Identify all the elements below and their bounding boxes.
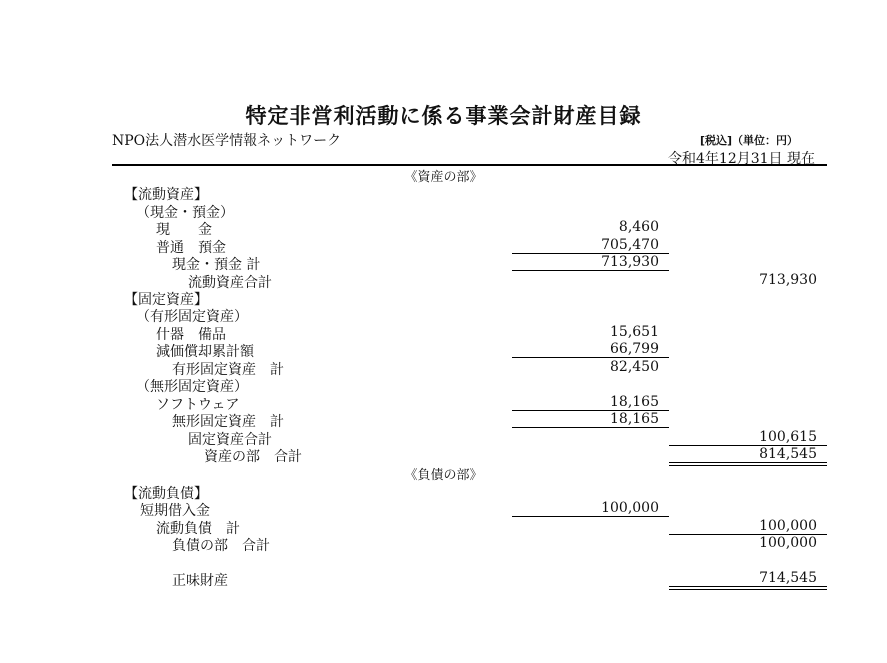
tangible-total-value: 82,450: [610, 359, 659, 375]
current-assets-total-value: 713,930: [759, 272, 817, 288]
net-assets-value: 714,545: [759, 570, 817, 586]
table-row-short-term-loan: [0, 500, 887, 518]
subtotal-underline: [512, 270, 669, 271]
cash-deposits-total-label: 現金・預金 計: [172, 257, 261, 273]
depreciation-label: 減価償却累計額: [156, 344, 254, 360]
unit-note: [税込]（単位：円）: [700, 134, 799, 147]
table-row-liabilities-total: [0, 535, 887, 553]
intangible-total-value: 18,165: [610, 411, 659, 427]
table-row-software: [0, 394, 887, 412]
cash-deposits-heading-row: [0, 202, 887, 220]
subtotal-underline: [512, 516, 669, 517]
software-label: ソフトウェア: [156, 397, 240, 413]
as-of-date: 令和4年12月31日 現在: [668, 151, 815, 167]
current-assets-total-label: 流動資産合計: [188, 275, 272, 291]
intangible-heading-row: [0, 376, 887, 394]
current-liabilities-total-value: 100,000: [759, 518, 817, 534]
organization-name: NPO法人潜水医学情報ネットワーク: [112, 133, 342, 149]
table-row-tangible-total: [0, 359, 887, 377]
ordinary-deposit-value: 705,470: [601, 237, 659, 253]
document-title: 特定非営利活動に係る事業会計財産目録: [245, 104, 642, 128]
short-term-loan-label: 短期借入金: [140, 503, 210, 519]
fixed-assets-total-label: 固定資産合計: [188, 432, 272, 448]
fixed-assets-heading: 【固定資産】: [124, 292, 208, 308]
liabilities-total-label: 負債の部 合計: [172, 538, 270, 554]
short-term-loan-value: 100,000: [601, 500, 659, 516]
tangible-heading: （有形固定資産）: [136, 309, 248, 325]
current-liabilities-total-label: 流動負債 計: [156, 521, 240, 537]
tangible-total-label: 有形固定資産 計: [172, 362, 284, 378]
table-row-fixtures: [0, 324, 887, 342]
table-row-current-assets-total: [0, 272, 887, 290]
depreciation-value: 66,799: [610, 341, 659, 357]
cash-value: 8,460: [618, 219, 659, 235]
cash-deposits-total-value: 713,930: [601, 254, 659, 270]
assets-total-label: 資産の部 合計: [204, 449, 302, 465]
current-assets-heading-row: [0, 184, 887, 202]
intangible-total-label: 無形固定資産 計: [172, 414, 284, 430]
current-liabilities-heading: 【流動負債】: [124, 486, 208, 502]
subtotal-rule: [512, 357, 669, 358]
tangible-heading-row: [0, 306, 887, 324]
fixtures-value: 15,651: [610, 324, 659, 340]
table-row-intangible-total: [0, 411, 887, 429]
table-row-ordinary-deposit: [0, 237, 887, 255]
cash-deposits-heading: （現金・預金）: [136, 205, 234, 221]
fixed-assets-total-value: 100,615: [759, 429, 817, 445]
ordinary-deposit-label: 普通 預金: [156, 240, 226, 256]
liabilities-section-heading: 《負債の部》: [404, 468, 483, 483]
current-liabilities-heading-row: [0, 483, 887, 501]
table-row-depreciation: [0, 341, 887, 359]
software-value: 18,165: [610, 394, 659, 410]
fixed-assets-heading-row: [0, 289, 887, 307]
subtotal-underline: [512, 427, 669, 428]
liabilities-total-value: 100,000: [759, 535, 817, 551]
double-rule: [669, 586, 827, 590]
net-assets-label: 正味財産: [172, 573, 228, 589]
cash-label: 現 金: [156, 222, 212, 238]
table-row-cash: [0, 219, 887, 237]
assets-total-value: 814,545: [759, 446, 817, 462]
intangible-heading: （無形固定資産）: [136, 379, 248, 395]
current-assets-heading: 【流動資産】: [124, 187, 208, 203]
assets-section-heading: 《資産の部》: [404, 170, 483, 185]
table-row-cash-deposits-total: [0, 254, 887, 272]
fixtures-label: 什器 備品: [156, 327, 226, 343]
